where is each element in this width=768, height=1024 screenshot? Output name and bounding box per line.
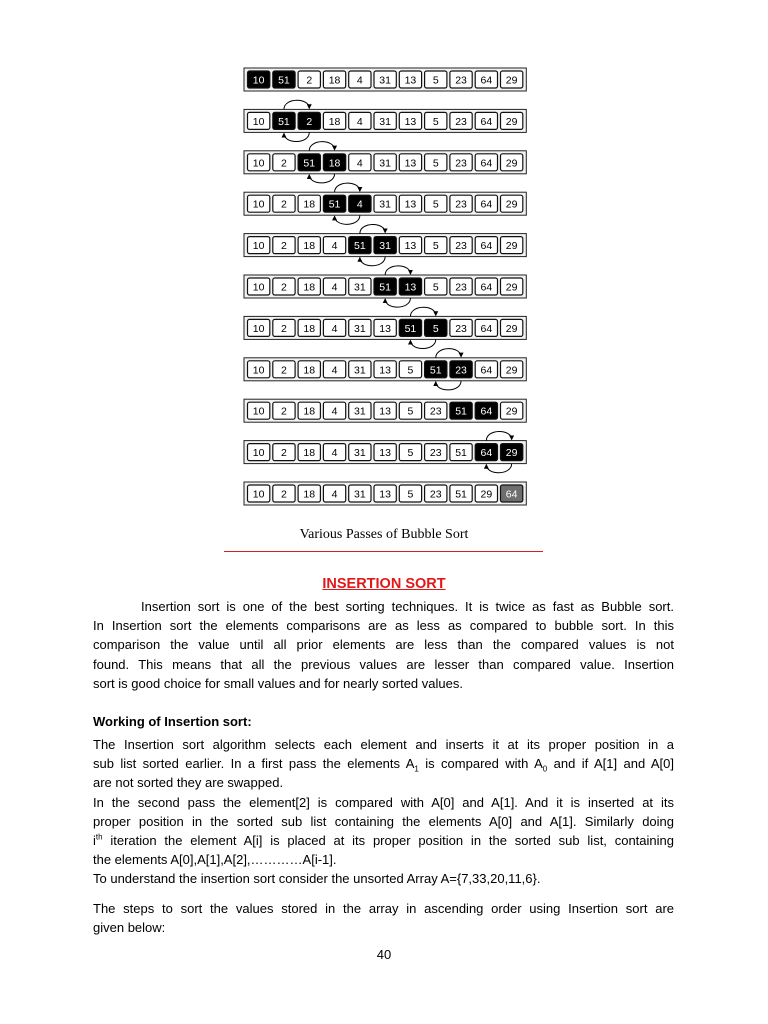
cell-value: 5 xyxy=(407,447,414,460)
cell-value: 18 xyxy=(303,405,316,418)
swap-arrow-top xyxy=(309,142,334,151)
cell-value: 51 xyxy=(278,74,290,87)
intro-line: comparison the value until all prior elements are less than the compared values is not xyxy=(93,637,674,653)
cell-value: 4 xyxy=(331,405,338,418)
cell-value: 29 xyxy=(505,115,518,128)
working-line: The Insertion sort algorithm selects each element and inserts it at its proper position in a xyxy=(93,737,674,752)
intro-line: In Insertion sort the elements comparisons are as less as compared to bubble sort. In this xyxy=(93,618,674,634)
swap-arrow-bottom xyxy=(309,174,334,183)
cell-value: 51 xyxy=(379,281,391,294)
cell-value: 10 xyxy=(252,157,265,170)
pass-row xyxy=(244,307,526,348)
cell-value: 23 xyxy=(455,364,467,377)
cell-value: 64 xyxy=(480,198,493,211)
swap-arrow-top xyxy=(410,307,435,316)
cell-value: 13 xyxy=(404,198,417,211)
pass-row xyxy=(244,349,526,390)
cell-value: 10 xyxy=(252,364,265,377)
intro-paragraph xyxy=(93,597,674,693)
cell-value: 51 xyxy=(328,198,341,211)
steps-paragraph xyxy=(93,899,674,937)
working-line: are not sorted they are swapped. xyxy=(93,775,284,791)
swap-arrow-bottom xyxy=(385,298,410,307)
cell-value: 18 xyxy=(303,364,316,377)
cell-value: 51 xyxy=(455,405,467,418)
cell-value: 51 xyxy=(404,322,417,335)
pass-row xyxy=(244,399,526,422)
cell-value: 10 xyxy=(252,115,265,128)
cell-value: 4 xyxy=(356,157,363,170)
pass-row xyxy=(244,183,526,224)
intro-line: sort is good choice for small values and for nearly sorted values. xyxy=(93,675,463,691)
cell-value: 2 xyxy=(281,405,287,418)
page-number: 40 xyxy=(376,947,392,962)
working-line: proper position in the sorted sub list containing the elements A[0] and A[1]. Similarly doing xyxy=(93,813,674,829)
cell-value: 29 xyxy=(505,281,518,294)
cell-value: 51 xyxy=(429,364,442,377)
cell-value: 18 xyxy=(303,240,316,253)
swap-arrow-bottom xyxy=(436,381,461,390)
swap-arrow-top xyxy=(385,266,410,275)
red-divider-line xyxy=(224,551,543,552)
intro-line: found. This means that all the previous values are lesser than compared value. Insertion xyxy=(93,656,674,672)
intro-line: Insertion sort is one of the best sorting techniques. It is twice as fast as Bubble sort. xyxy=(141,599,674,614)
cell-value: 4 xyxy=(331,488,338,501)
cell-value: 10 xyxy=(252,198,265,211)
cell-value: 4 xyxy=(331,240,338,253)
cell-value: 51 xyxy=(455,447,467,460)
working-line: the elements A[0],A[1],A[2],…………A[i-1]. xyxy=(93,852,337,868)
cell-value: 23 xyxy=(429,488,442,501)
steps-line: The steps to sort the values stored in the array in ascending order using Insertion sort are xyxy=(93,901,674,916)
working-subheading: Working of Insertion sort: xyxy=(93,714,252,729)
cell-value: 31 xyxy=(354,447,366,460)
cell-value: 5 xyxy=(407,405,414,418)
cell-value: 51 xyxy=(303,157,316,170)
cell-value: 31 xyxy=(379,74,391,87)
cell-value: 23 xyxy=(429,447,442,460)
cell-value: 5 xyxy=(432,322,439,335)
cell-value: 23 xyxy=(455,198,467,211)
cell-value: 31 xyxy=(379,198,391,211)
cell-value: 10 xyxy=(252,322,265,335)
cell-value: 10 xyxy=(252,240,265,253)
cell-value: 13 xyxy=(404,157,417,170)
working-line: To understand the insertion sort consider the unsorted Array A={7,33,20,11,6}. xyxy=(93,871,541,887)
cell-value: 31 xyxy=(379,115,391,128)
cell-value: 10 xyxy=(252,74,265,87)
cell-value: 29 xyxy=(505,198,518,211)
cell-value: 51 xyxy=(278,115,290,128)
cell-value: 4 xyxy=(331,281,338,294)
cell-value: 4 xyxy=(331,364,338,377)
cell-value: 18 xyxy=(303,198,316,211)
cell-value: 13 xyxy=(379,405,391,418)
cell-value: 18 xyxy=(328,157,341,170)
cell-value: 23 xyxy=(455,281,467,294)
cell-value: 23 xyxy=(455,157,467,170)
cell-value: 13 xyxy=(379,447,391,460)
pass-row xyxy=(244,224,526,265)
cell-value: 2 xyxy=(281,157,287,170)
cell-value: 51 xyxy=(354,240,366,253)
cell-value: 18 xyxy=(303,488,316,501)
cell-value: 13 xyxy=(404,281,417,294)
cell-value: 51 xyxy=(455,488,467,501)
cell-value: 23 xyxy=(455,115,467,128)
cell-value: 13 xyxy=(379,488,391,501)
pass-row xyxy=(244,266,526,307)
cell-value: 2 xyxy=(306,74,313,87)
cell-value: 64 xyxy=(480,157,493,170)
cell-value: 64 xyxy=(505,488,518,501)
cell-value: 64 xyxy=(480,281,493,294)
steps-line: given below: xyxy=(93,920,166,936)
cell-value: 13 xyxy=(404,115,417,128)
cell-value: 5 xyxy=(407,488,414,501)
cell-value: 10 xyxy=(252,405,265,418)
working-paragraph xyxy=(93,735,674,889)
cell-value: 64 xyxy=(480,364,493,377)
cell-value: 18 xyxy=(328,115,341,128)
cell-value: 64 xyxy=(480,322,493,335)
swap-arrow-bottom xyxy=(335,215,360,224)
cell-value: 5 xyxy=(432,198,439,211)
pass-row xyxy=(244,68,526,91)
cell-value: 2 xyxy=(281,322,287,335)
swap-arrow-top xyxy=(335,183,360,192)
cell-value: 29 xyxy=(505,447,518,460)
cell-value: 5 xyxy=(432,157,439,170)
cell-value: 5 xyxy=(432,281,439,294)
cell-value: 31 xyxy=(379,240,391,253)
cell-value: 13 xyxy=(379,322,391,335)
cell-value: 23 xyxy=(455,322,467,335)
cell-value: 29 xyxy=(505,405,518,418)
cell-value: 2 xyxy=(281,447,287,460)
cell-value: 5 xyxy=(432,115,439,128)
swap-arrow-bottom xyxy=(360,257,385,266)
cell-value: 64 xyxy=(480,115,493,128)
pass-row xyxy=(244,100,526,141)
cell-value: 23 xyxy=(455,240,467,253)
working-line: sub list sorted earlier. In a first pass the elements $A_1$ is compared with $A_0$ and if A[1] and A[0] xyxy=(93,756,674,774)
figure-caption: Various Passes of Bubble Sort xyxy=(299,527,469,542)
cell-value: 10 xyxy=(252,488,265,501)
cell-value: 10 xyxy=(252,281,265,294)
cell-value: 23 xyxy=(429,405,442,418)
cell-value: 5 xyxy=(432,240,439,253)
cell-value: 64 xyxy=(480,447,493,460)
cell-value: 2 xyxy=(281,364,287,377)
cell-value: 31 xyxy=(379,157,391,170)
swap-arrow-top xyxy=(360,224,385,233)
cell-value: 29 xyxy=(480,488,493,501)
cell-value: 31 xyxy=(354,281,366,294)
cell-value: 31 xyxy=(354,488,366,501)
cell-value: 18 xyxy=(328,74,341,87)
pass-row xyxy=(244,431,526,472)
cell-value: 4 xyxy=(331,322,338,335)
cell-value: 23 xyxy=(455,74,467,87)
cell-value: 29 xyxy=(505,364,518,377)
cell-value: 64 xyxy=(480,240,493,253)
cell-value: 2 xyxy=(306,115,313,128)
cell-value: 2 xyxy=(281,488,287,501)
cell-value: 31 xyxy=(354,405,366,418)
cell-value: 13 xyxy=(404,240,417,253)
cell-value: 4 xyxy=(356,74,363,87)
working-line: In the second pass the element[2] is compared with A[0] and A[1]. And it is inserted at its xyxy=(93,794,674,810)
swap-arrow-bottom xyxy=(486,464,511,473)
cell-value: 5 xyxy=(432,74,439,87)
cell-value: 4 xyxy=(331,447,338,460)
cell-value: 64 xyxy=(480,405,493,418)
working-line: $i^{th}$ iteration the element A[i] is placed at its proper position in the sorted sub list, containing xyxy=(93,832,674,849)
cell-value: 2 xyxy=(281,240,287,253)
cell-value: 2 xyxy=(281,198,287,211)
bubble-sort-passes-diagram xyxy=(238,60,528,512)
section-heading: INSERTION SORT xyxy=(322,576,446,592)
swap-arrow-top xyxy=(284,100,309,109)
pass-row xyxy=(244,142,526,183)
cell-value: 18 xyxy=(303,281,316,294)
cell-value: 5 xyxy=(407,364,414,377)
cell-value: 18 xyxy=(303,447,316,460)
cell-value: 29 xyxy=(505,322,518,335)
cell-value: 31 xyxy=(354,364,366,377)
cell-value: 4 xyxy=(356,198,363,211)
swap-arrow-top xyxy=(436,349,461,358)
swap-arrow-top xyxy=(486,431,511,440)
cell-value: 29 xyxy=(505,157,518,170)
cell-value: 10 xyxy=(252,447,265,460)
cell-value: 4 xyxy=(356,115,363,128)
pass-row xyxy=(244,482,526,505)
cell-value: 13 xyxy=(379,364,391,377)
cell-value: 64 xyxy=(480,74,493,87)
cell-value: 31 xyxy=(354,322,366,335)
swap-arrow-bottom xyxy=(410,339,435,348)
cell-value: 2 xyxy=(281,281,287,294)
cell-value: 13 xyxy=(404,74,417,87)
cell-value: 29 xyxy=(505,74,518,87)
swap-arrow-bottom xyxy=(284,132,309,141)
cell-value: 29 xyxy=(505,240,518,253)
cell-value: 18 xyxy=(303,322,316,335)
